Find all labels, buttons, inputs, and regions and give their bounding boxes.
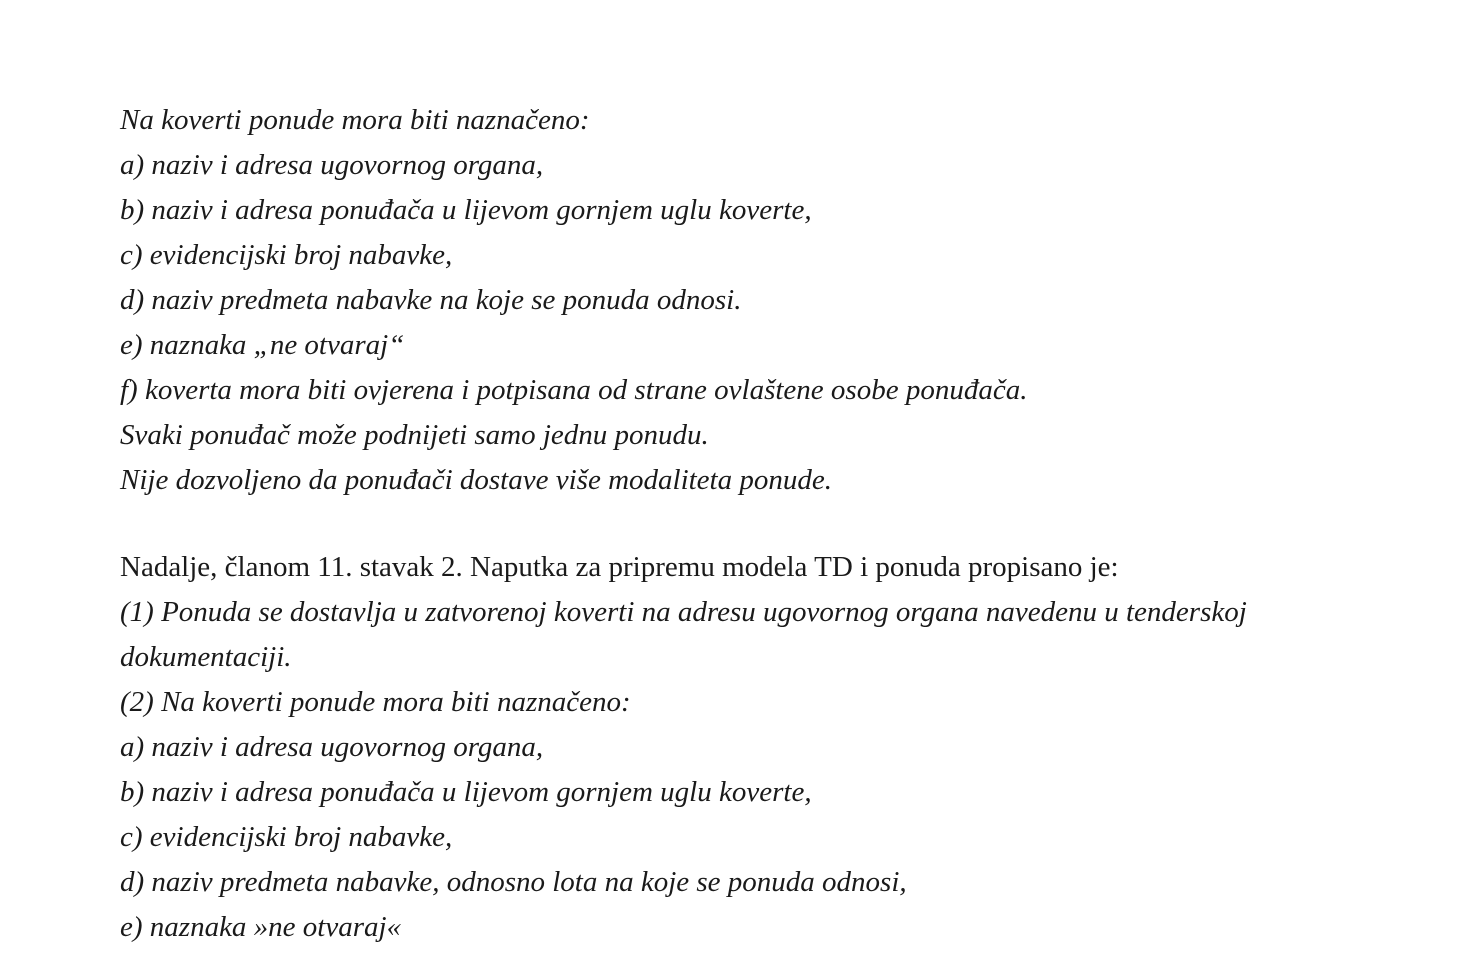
single-offer-rule: Svaki ponuđač može podnijeti samo jednu ponudu. (120, 419, 709, 451)
paragraph-2-heading: (2) Na koverti ponude mora biti naznačeno: (120, 686, 631, 718)
list-item-e: e) naznaka „ne otvaraj“ (120, 329, 405, 361)
section-heading: Na koverti ponude mora biti naznačeno: (120, 104, 590, 136)
list-item-a: a) naziv i adresa ugovornog organa, (120, 149, 544, 181)
regulation-citation-section (120, 545, 1440, 950)
list-item-c: c) evidencijski broj nabavke, (120, 821, 453, 853)
list-item-e: e) naznaka »ne otvaraj« (120, 911, 402, 943)
list-item-c: c) evidencijski broj nabavke, (120, 239, 453, 271)
paragraph-1-line-1: (1) Ponuda se dostavlja u zatvorenoj koverti na adresu ugovornog organa navedenu u tenderskoj (120, 596, 1247, 628)
list-item-f: f) koverta mora biti ovjerena i potpisana od strane ovlaštene osobe ponuđača. (120, 374, 1028, 406)
list-item-b: b) naziv i adresa ponuđača u lijevom gornjem uglu koverte, (120, 194, 812, 226)
list-item-d: d) naziv predmeta nabavke, odnosno lota na koje se ponuda odnosi, (120, 866, 907, 898)
envelope-requirements-section (120, 98, 1440, 503)
modality-rule: Nije dozvoljeno da ponuđači dostave više modaliteta ponude. (120, 464, 832, 496)
list-item-b: b) naziv i adresa ponuđača u lijevom gornjem uglu koverte, (120, 776, 812, 808)
list-item-d: d) naziv predmeta nabavke na koje se ponuda odnosi. (120, 284, 742, 316)
paragraph-1-line-2: dokumentaciji. (120, 641, 292, 673)
regulation-intro: Nadalje, članom 11. stavak 2. Naputka za pripremu modela TD i ponuda propisano je: (120, 551, 1119, 583)
list-item-a: a) naziv i adresa ugovornog organa, (120, 731, 544, 763)
